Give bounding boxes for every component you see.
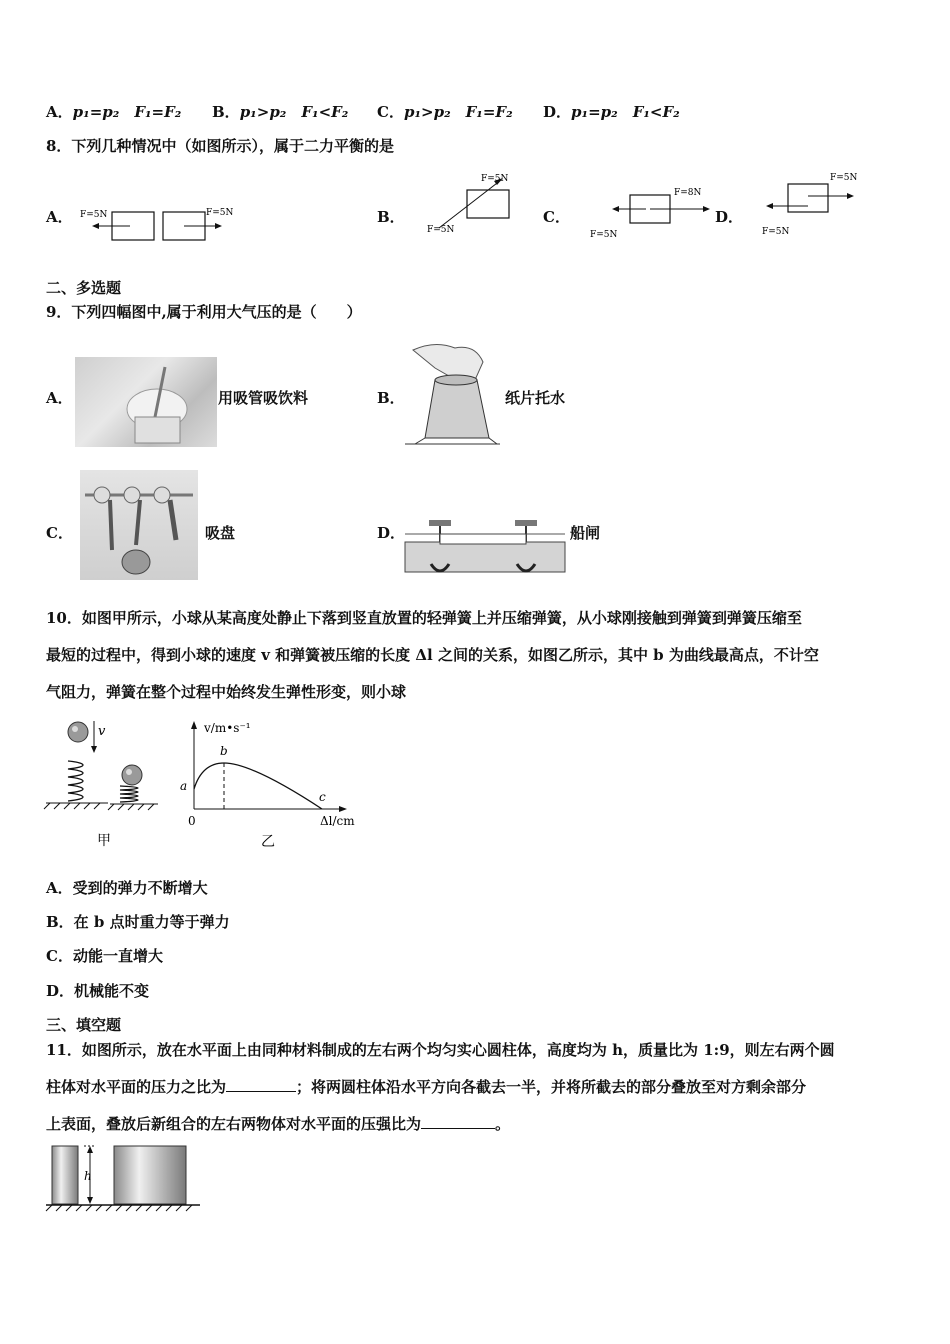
graph-xlabel: Δl/cm [320,814,355,828]
q9-caption-b: 纸片托水 [505,389,566,407]
q11-cylinders-diagram [44,1142,204,1214]
graph-point-a: a [180,779,188,793]
q8-option-d-letter[interactable]: D． [715,208,744,226]
answer-blank-1[interactable] [226,1077,296,1092]
velocity-label: v [98,724,106,739]
height-label: h [84,1169,92,1183]
q9-caption-d: 船闸 [570,524,601,542]
q11-text: 上表面，叠放后新组合的左右两物体对水平面的压强比为 [46,1115,422,1133]
force-label: F=5N [830,173,858,183]
q7-option-a[interactable] [46,102,181,122]
option-text: p₁>p₂ F₁=F₂ [403,103,513,121]
q11-text: 柱体对水平面的压力之比为 [46,1078,227,1096]
answer-blank-2[interactable] [421,1114,495,1129]
graph-origin: 0 [188,814,196,828]
force-label: F=5N [427,225,455,235]
q8-diagram-c [590,183,720,243]
q10-option-b[interactable]: B．在 b 点时重力等于弹力 [46,913,230,931]
q9-option-a-letter[interactable]: A． [46,389,73,407]
option-letter: D． [543,103,572,121]
q9-caption-a: 用吸管吸饮料 [218,389,309,407]
option-letter: C． [377,103,404,121]
q11-text: ；将两圆柱体沿水平方向各截去一半，并将所截去的部分叠放至对方剩余部分 [296,1078,807,1096]
q7-option-b[interactable] [212,102,348,122]
q10-stem-line: 10．如图甲所示，小球从某高度处静止下落到竖直放置的轻弹簧上并压缩弹簧，从小球刚接触到弹簧到弹簧压缩至 [46,609,802,627]
q9-option-b-letter[interactable]: B． [377,389,405,407]
figure-label-yi: 乙 [261,834,275,850]
force-label: F=5N [80,210,108,220]
q9-caption-c: 吸盘 [205,524,236,542]
q8-diagram-b [425,170,525,240]
option-text: p₁>p₂ F₁<F₂ [239,103,349,121]
option-text: p₁=p₂ F₁<F₂ [571,103,680,121]
q11-stem-line [46,1069,906,1106]
graph-point-c: c [319,790,326,804]
force-label: F=5N [206,208,234,218]
paper-holds-water-diagram [405,340,500,450]
graph-point-b: b [220,744,228,758]
option-letter: B． [212,103,240,121]
q8-option-a-letter[interactable]: A． [46,208,73,226]
q10-option-d[interactable]: D．机械能不变 [46,982,150,1000]
q9-stem: 9．下列四幅图中,属于利用大气压的是（ ） [46,303,362,321]
q7-option-d[interactable] [543,102,680,122]
option-text: p₁=p₂ F₁=F₂ [72,103,182,121]
q11-stem-line [46,1106,906,1143]
q8-stem: 8．下列几种情况中（如图所示），属于二力平衡的是 [46,137,394,155]
graph-ylabel: v/m•s⁻¹ [204,721,251,735]
q10-stem-line: 最短的过程中，得到小球的速度 v 和弹簧被压缩的长度 Δl 之间的关系，如图乙所示，其中 b 为曲线最高点，不计空 [46,646,819,664]
q7-option-c[interactable] [377,102,513,122]
option-letter: A． [46,103,73,121]
q10-stem [46,600,906,711]
q10-option-a[interactable]: A．受到的弹力不断增大 [46,879,208,897]
q10-stem-line: 气阻力，弹簧在整个过程中始终发生弹性形变，则小球 [46,683,407,701]
section-title-fill-blank: 三、填空题 [46,1016,122,1034]
q8-diagram-a [80,200,250,250]
q9-option-d-letter[interactable]: D． [377,524,406,542]
drinking-straw-photo [75,357,217,447]
suction-cup-photo [80,470,198,580]
force-label: F=5N [762,227,790,237]
figure-label-jia: 甲 [97,833,111,849]
ship-lock-diagram [405,512,565,580]
q10-option-c[interactable]: C．动能一直增大 [46,947,163,965]
force-label: F=5N [481,174,509,184]
q8-option-b-letter[interactable]: B． [377,208,405,226]
q11-stem-line: 11．如图所示，放在水平面上由同种材料制成的左右两个均匀实心圆柱体，高度均为 h，质量比为 1:9，则左右两个圆 [46,1041,835,1059]
q9-option-c-letter[interactable]: C． [46,524,73,542]
q8-diagram-d [760,170,870,240]
q11-stem [46,1032,906,1143]
force-label: F=5N [590,230,618,240]
force-label: F=8N [674,188,702,198]
q8-option-c-letter[interactable]: C． [543,208,570,226]
q11-text: 。 [495,1115,511,1133]
q10-figure [42,715,372,855]
section-title-multi-choice: 二、多选题 [46,279,122,297]
